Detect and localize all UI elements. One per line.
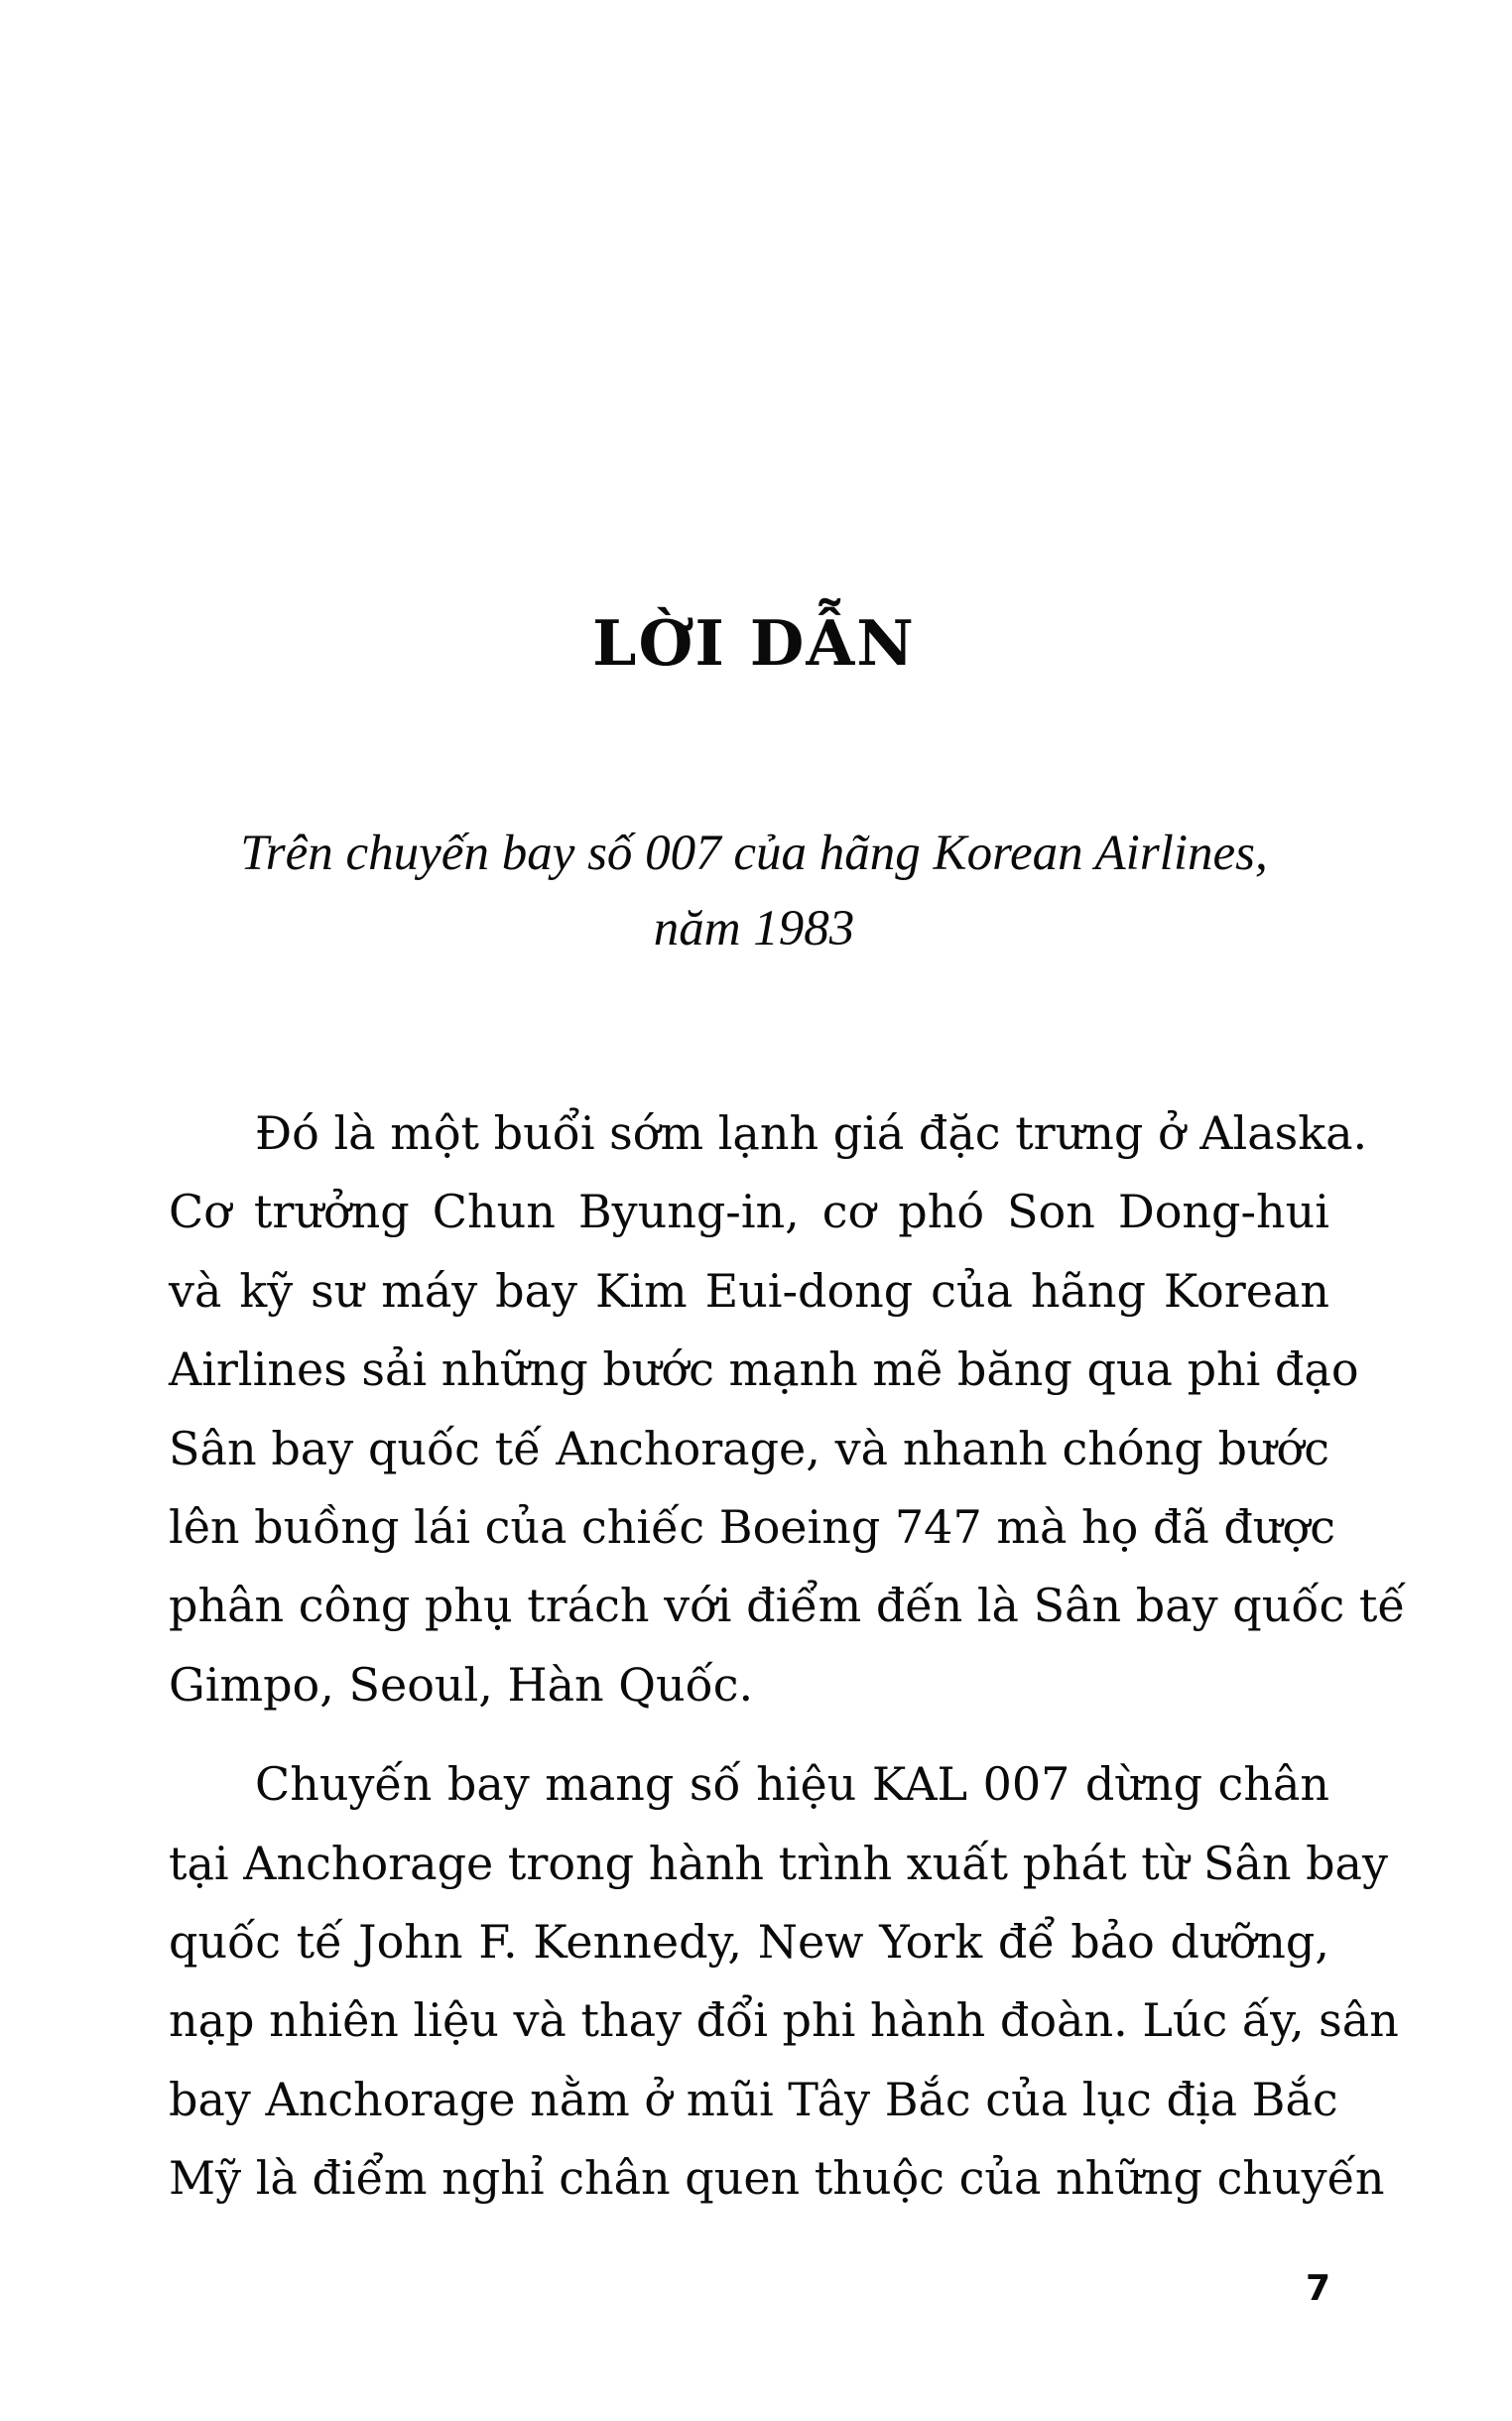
text-line: quốc tế John F. Kennedy, New York để bảo dưỡng, (169, 1914, 1329, 1969)
body-text (169, 1094, 1406, 2218)
text-line: bay Anchorage nằm ở mũi Tây Bắc của lục địa Bắc (169, 2072, 1338, 2126)
epigraph-line: năm 1983 (653, 901, 855, 956)
text-line: và kỹ sư máy bay Kim Eui-dong của hãng Korean (169, 1263, 1329, 1318)
text-line: Sân bay quốc tế Anchorage, và nhanh chóng bước (169, 1421, 1329, 1475)
text-line: tại Anchorage trong hành trình xuất phát từ Sân bay (169, 1836, 1388, 1890)
epigraph (0, 816, 1508, 966)
paragraph-1 (169, 1094, 1406, 1724)
chapter-title: LỜI DẪN (592, 606, 916, 680)
paragraph-2 (169, 1745, 1399, 2218)
text-line: Mỹ là điểm nghỉ chân quen thuộc của những chuyến (169, 2151, 1385, 2206)
text-line: Đó là một buổi sớm lạnh giá đặc trưng ở Alaska. (255, 1106, 1368, 1160)
text-line: Gimpo, Seoul, Hàn Quốc. (169, 1657, 754, 1712)
text-line: nạp nhiên liệu và thay đổi phi hành đoàn. Lúc ấy, sân (169, 1993, 1399, 2048)
text-line: Airlines sải những bước mạnh mẽ băng qua phi đạo (169, 1342, 1359, 1397)
epigraph-line: Trên chuyến bay số 007 của hãng Korean Airlines, (240, 826, 1268, 881)
text-line: Cơ trưởng Chun Byung-in, cơ phó Son Dong-hui (169, 1185, 1329, 1239)
text-line: lên buồng lái của chiếc Boeing 747 mà họ đã được (169, 1499, 1335, 1554)
text-line: Chuyến bay mang số hiệu KAL 007 dừng chân (255, 1757, 1329, 1812)
page-number: 7 (1305, 2268, 1330, 2309)
text-line: phân công phụ trách với điểm đến là Sân bay quốc tế (169, 1579, 1406, 1633)
